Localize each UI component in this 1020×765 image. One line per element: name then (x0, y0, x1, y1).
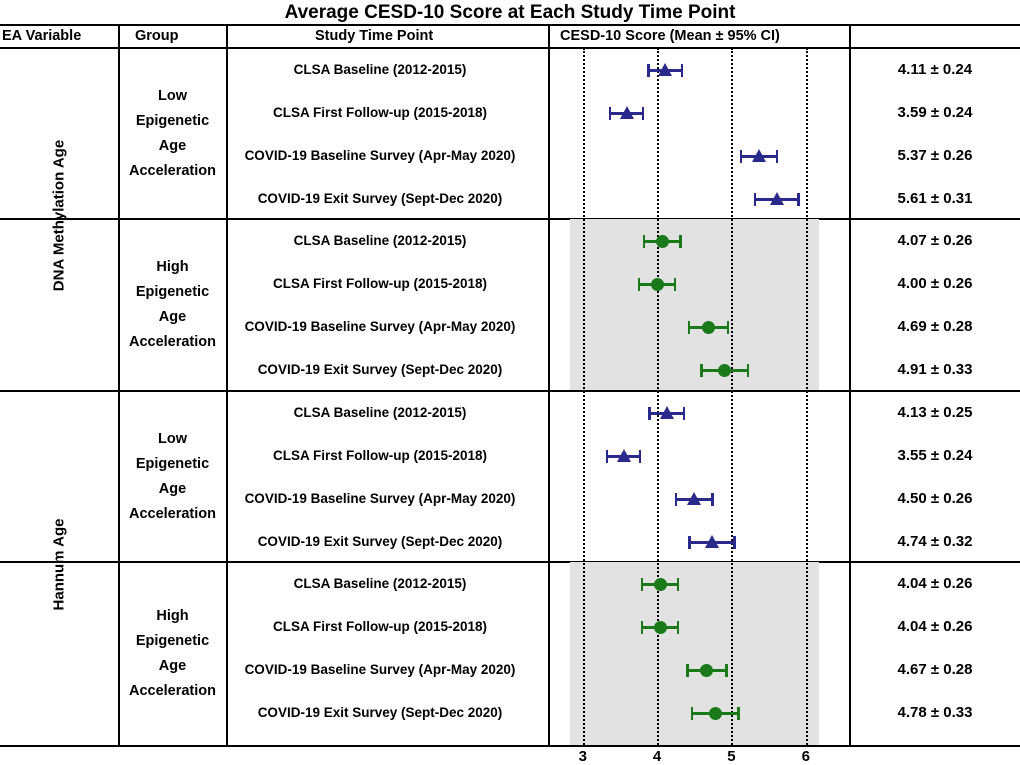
score-value: 4.04 ± 0.26 (897, 575, 973, 592)
error-bar-cap (688, 536, 691, 549)
data-point-circle-marker (651, 278, 664, 291)
table-row (0, 96, 1020, 130)
error-bar-cap (642, 107, 645, 120)
data-point-triangle-marker (617, 449, 631, 462)
section-rule-1 (0, 218, 1020, 220)
error-bar-cap (737, 707, 740, 720)
group-label-line: Acceleration (128, 682, 217, 699)
data-point-triangle-marker (658, 63, 672, 76)
error-bar-cap (643, 235, 646, 248)
x-tick-4: 4 (652, 748, 662, 765)
error-bar-cap (776, 150, 779, 163)
study-time-point-label: COVID-19 Exit Survey (Sept-Dec 2020) (257, 362, 503, 377)
x-tick-6: 6 (801, 748, 810, 765)
error-bar-cap (679, 235, 682, 248)
group-label-line: High (156, 258, 189, 275)
error-bar-cap (648, 407, 651, 420)
error-bar-cap (700, 364, 703, 377)
study-time-point-label: COVID-19 Baseline Survey (Apr-May 2020) (244, 319, 516, 334)
error-bar-cap (797, 193, 800, 206)
data-point-circle-marker (709, 707, 722, 720)
data-point-triangle-marker (770, 192, 784, 205)
table-row (0, 267, 1020, 301)
data-point-triangle-marker (705, 535, 719, 548)
data-point-triangle-marker (660, 406, 674, 419)
table-row (0, 525, 1020, 559)
column-header-ea-variable: EA Variable (2, 28, 82, 44)
column-header-score: CESD-10 Score (Mean ± 95% CI) (560, 28, 780, 44)
error-bar-cap (747, 364, 750, 377)
study-time-point-label: CLSA Baseline (2012-2015) (293, 233, 467, 248)
score-value: 4.00 ± 0.26 (897, 275, 973, 292)
error-bar-cap (674, 278, 677, 291)
table-row (0, 139, 1020, 173)
data-point-triangle-marker (687, 492, 701, 505)
group-label-line: High (156, 607, 189, 624)
error-bar-cap (641, 578, 644, 591)
section-rule-2 (0, 390, 1020, 392)
group-label-line: Low (158, 87, 187, 104)
study-time-point-label: CLSA Baseline (2012-2015) (293, 62, 467, 77)
study-time-point-label: CLSA First Follow-up (2015-2018) (272, 105, 488, 120)
score-value: 4.50 ± 0.26 (897, 490, 973, 507)
group-label-line: Acceleration (128, 162, 217, 179)
section-rule-3 (0, 561, 1020, 563)
score-value: 4.78 ± 0.33 (897, 704, 973, 721)
score-value: 4.04 ± 0.26 (897, 618, 973, 635)
score-value: 3.59 ± 0.24 (897, 104, 973, 121)
score-value: 5.61 ± 0.31 (897, 190, 973, 207)
group-label-line: Low (158, 430, 187, 447)
error-bar-cap (677, 621, 680, 634)
header-rule-top (0, 24, 1020, 26)
error-bar-cap (686, 664, 689, 677)
table-row (0, 310, 1020, 344)
data-point-circle-marker (654, 621, 667, 634)
score-value: 4.74 ± 0.32 (897, 533, 973, 550)
error-bar-cap (639, 450, 642, 463)
group-label-line: Acceleration (128, 333, 217, 350)
error-bar-cap (754, 193, 757, 206)
study-time-point-label: COVID-19 Exit Survey (Sept-Dec 2020) (257, 534, 503, 549)
data-point-circle-marker (702, 321, 715, 334)
footer-rule (0, 745, 1020, 747)
error-bar-cap (638, 278, 641, 291)
table-row (0, 653, 1020, 687)
x-axis-line (553, 745, 843, 747)
study-time-point-label: CLSA Baseline (2012-2015) (293, 576, 467, 591)
score-value: 4.67 ± 0.28 (897, 661, 973, 678)
error-bar-cap (727, 321, 730, 334)
group-label-line: Epigenetic (135, 632, 210, 649)
error-bar-cap (711, 493, 714, 506)
error-bar-cap (606, 450, 609, 463)
study-time-point-label: CLSA First Follow-up (2015-2018) (272, 619, 488, 634)
error-bar-cap (688, 321, 691, 334)
table-row (0, 610, 1020, 644)
score-value: 4.11 ± 0.24 (897, 61, 973, 78)
score-value: 5.37 ± 0.26 (897, 147, 973, 164)
error-bar-cap (677, 578, 680, 591)
group-label-line: Age (158, 657, 187, 674)
score-value: 4.91 ± 0.33 (897, 361, 973, 378)
data-point-triangle-marker (752, 149, 766, 162)
table-row (0, 53, 1020, 87)
study-time-point-label: COVID-19 Exit Survey (Sept-Dec 2020) (257, 705, 503, 720)
column-header-study-time-point: Study Time Point (315, 28, 434, 44)
group-label-line: Age (158, 137, 187, 154)
column-header-group: Group (135, 28, 179, 44)
header-rule-bottom (0, 47, 1020, 49)
error-bar-cap (675, 493, 678, 506)
error-bar-cap (691, 707, 694, 720)
study-time-point-label: CLSA First Follow-up (2015-2018) (272, 448, 488, 463)
error-bar-cap (725, 664, 728, 677)
error-bar-cap (740, 150, 743, 163)
group-label-line: Age (158, 308, 187, 325)
table-row (0, 182, 1020, 216)
group-label-line: Epigenetic (135, 283, 210, 300)
group-label-line: Age (158, 480, 187, 497)
table-row (0, 439, 1020, 473)
error-bar-cap (641, 621, 644, 634)
ea-variable-label-hannum: Hannum Age (50, 518, 68, 611)
error-bar-cap (681, 64, 684, 77)
study-time-point-label: CLSA First Follow-up (2015-2018) (272, 276, 488, 291)
group-label-line: Epigenetic (135, 112, 210, 129)
table-row (0, 396, 1020, 430)
score-value: 4.07 ± 0.26 (897, 232, 973, 249)
group-label-line: Epigenetic (135, 455, 210, 472)
table-row (0, 482, 1020, 516)
study-time-point-label: COVID-19 Baseline Survey (Apr-May 2020) (244, 148, 516, 163)
study-time-point-label: COVID-19 Exit Survey (Sept-Dec 2020) (257, 191, 503, 206)
study-time-point-label: COVID-19 Baseline Survey (Apr-May 2020) (244, 662, 516, 677)
x-tick-5: 5 (727, 748, 736, 765)
data-point-circle-marker (656, 235, 669, 248)
score-value: 4.69 ± 0.28 (897, 318, 973, 335)
score-value: 4.13 ± 0.25 (897, 404, 973, 421)
study-time-point-label: CLSA Baseline (2012-2015) (293, 405, 467, 420)
score-value: 3.55 ± 0.24 (897, 447, 973, 464)
error-bar-cap (647, 64, 650, 77)
data-point-circle-marker (700, 664, 713, 677)
error-bar-cap (733, 536, 736, 549)
chart-title: Average CESD-10 Score at Each Study Time Point (284, 2, 736, 23)
table-row (0, 224, 1020, 258)
group-label-line: Acceleration (128, 505, 217, 522)
table-row (0, 353, 1020, 387)
error-bar-cap (609, 107, 612, 120)
error-bar-cap (683, 407, 686, 420)
data-point-circle-marker (654, 578, 667, 591)
data-point-circle-marker (718, 364, 731, 377)
study-time-point-label: COVID-19 Baseline Survey (Apr-May 2020) (244, 491, 516, 506)
ea-variable-label-dnam: DNA Methylation Age (50, 139, 68, 292)
table-row (0, 567, 1020, 601)
table-row (0, 696, 1020, 730)
data-point-triangle-marker (620, 106, 634, 119)
x-tick-3: 3 (578, 748, 587, 765)
